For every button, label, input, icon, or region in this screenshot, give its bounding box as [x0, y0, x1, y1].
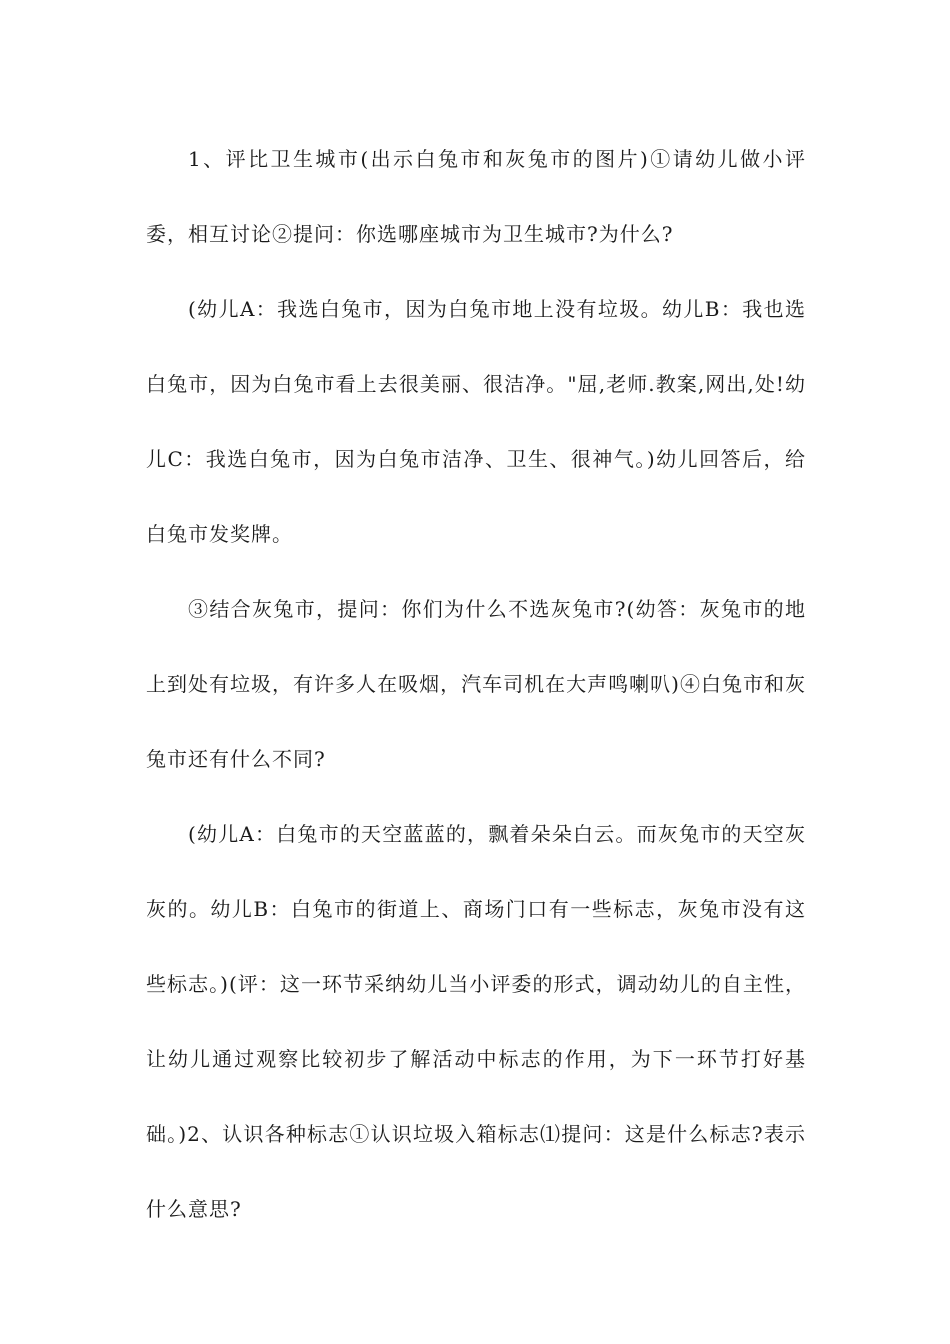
paragraph-4: (幼儿A：白兔市的天空蓝蓝的，飘着朵朵白云。而灰兔市的天空灰灰的。幼儿B：白兔市的街道上、商场门口有一些标志，灰兔市没有这些标志。)(评：这一环节采纳幼儿当小评委的形式，调动幼儿的自主性，让幼儿通过观察比较初步了解活动中标志的作用，为下一环节打好基础。)2、认识各种标志①认识垃圾入箱标志⑴提问：这是什么标志?表示什么意思? [146, 822, 806, 1221]
paragraph-1: 1、评比卫生城市(出示白兔市和灰兔市的图片)①请幼儿做小评委，相互讨论②提问：你选哪座城市为卫生城市?为什么? [146, 147, 806, 246]
paragraph-2: (幼儿A：我选白兔市，因为白兔市地上没有垃圾。幼儿B：我也选白兔市，因为白兔市看上去很美丽、很洁净。"屈,老师.教案,网出,处!幼儿C：我选白兔市，因为白兔市洁净、卫生、很神气。)幼儿回答后，给白兔市发奖牌。 [146, 297, 806, 546]
document-body [146, 122, 806, 1247]
paragraph-3: ③结合灰兔市，提问：你们为什么不选灰兔市?(幼答：灰兔市的地上到处有垃圾，有许多人在吸烟，汽车司机在大声鸣喇叭)④白兔市和灰兔市还有什么不同? [146, 597, 806, 771]
